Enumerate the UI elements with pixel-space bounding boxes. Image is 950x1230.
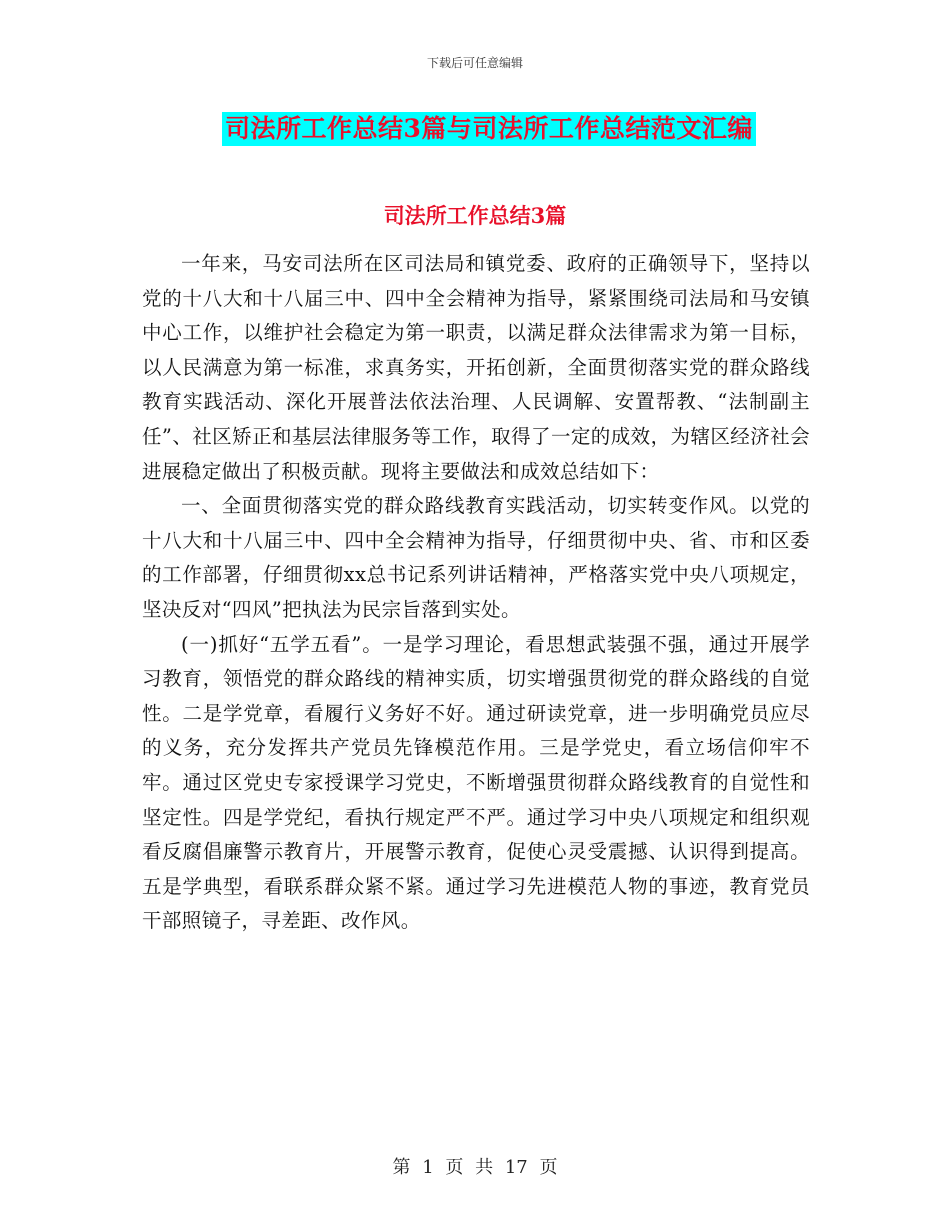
paragraph-section-one: 一、全面贯彻落实党的群众路线教育实践活动，切实转变作风。以党的十八大和十八届三中、四中全会精神为指导，仔细贯彻中央、省、市和区委的工作部署，仔细贯彻xx总书记系列讲话精神，严格落实党中央八项规定，坚决反对“四风”把执法为民宗旨落到实处。 <box>142 494 810 621</box>
section-title: 司法所工作总结3篇 <box>383 203 567 228</box>
header-note: 下载后可任意编辑 <box>426 56 523 70</box>
paragraph-intro: 一年来，马安司法所在区司法局和镇党委、政府的正确领导下，坚持以党的十八大和十八届三中、四中全会精神为指导，紧紧围绕司法局和马安镇中心工作，以维护社会稳定为第一职责，以满足群众法律需求为第一目标，以人民满意为第一标准，求真务实，开拓创新，全面贯彻落实党的群众路线教育实践活动、深化开展普法依法治理、人民调解、安置帮教、“法制副主任”、社区矫正和基层法律服务等工作，取得了一定的成效，为辖区经济社会进展稳定做出了积极贡献。现将主要做法和成效总结如下： <box>142 252 810 483</box>
page-number-footer: 第 1 页 共 17 页 <box>392 1157 558 1178</box>
document-title: 司法所工作总结3篇与司法所工作总结范文汇编 <box>222 112 756 146</box>
document-body <box>142 247 810 939</box>
paragraph-five-studies: (一)抓好“五学五看”。一是学习理论，看思想武装强不强，通过开展学习教育，领悟党的群众路线的精神实质，切实增强贯彻党的群众路线的自觉性。二是学党章，看履行义务好不好。通过研读党章，进一步明确党员应尽的义务，充分发挥共产党员先锋模范作用。三是学党史，看立场信仰牢不牢。通过区党史专家授课学习党史，不断增强贯彻群众路线教育的自觉性和坚定性。四是学党纪，看执行规定严不严。通过学习中央八项规定和组织观看反腐倡廉警示教育片，开展警示教育，促使心灵受震撼、认识得到提高。五是学典型，看联系群众紧不紧。通过学习先进模范人物的事迹，教育党员干部照镜子，寻差距、改作风。 <box>142 632 810 933</box>
